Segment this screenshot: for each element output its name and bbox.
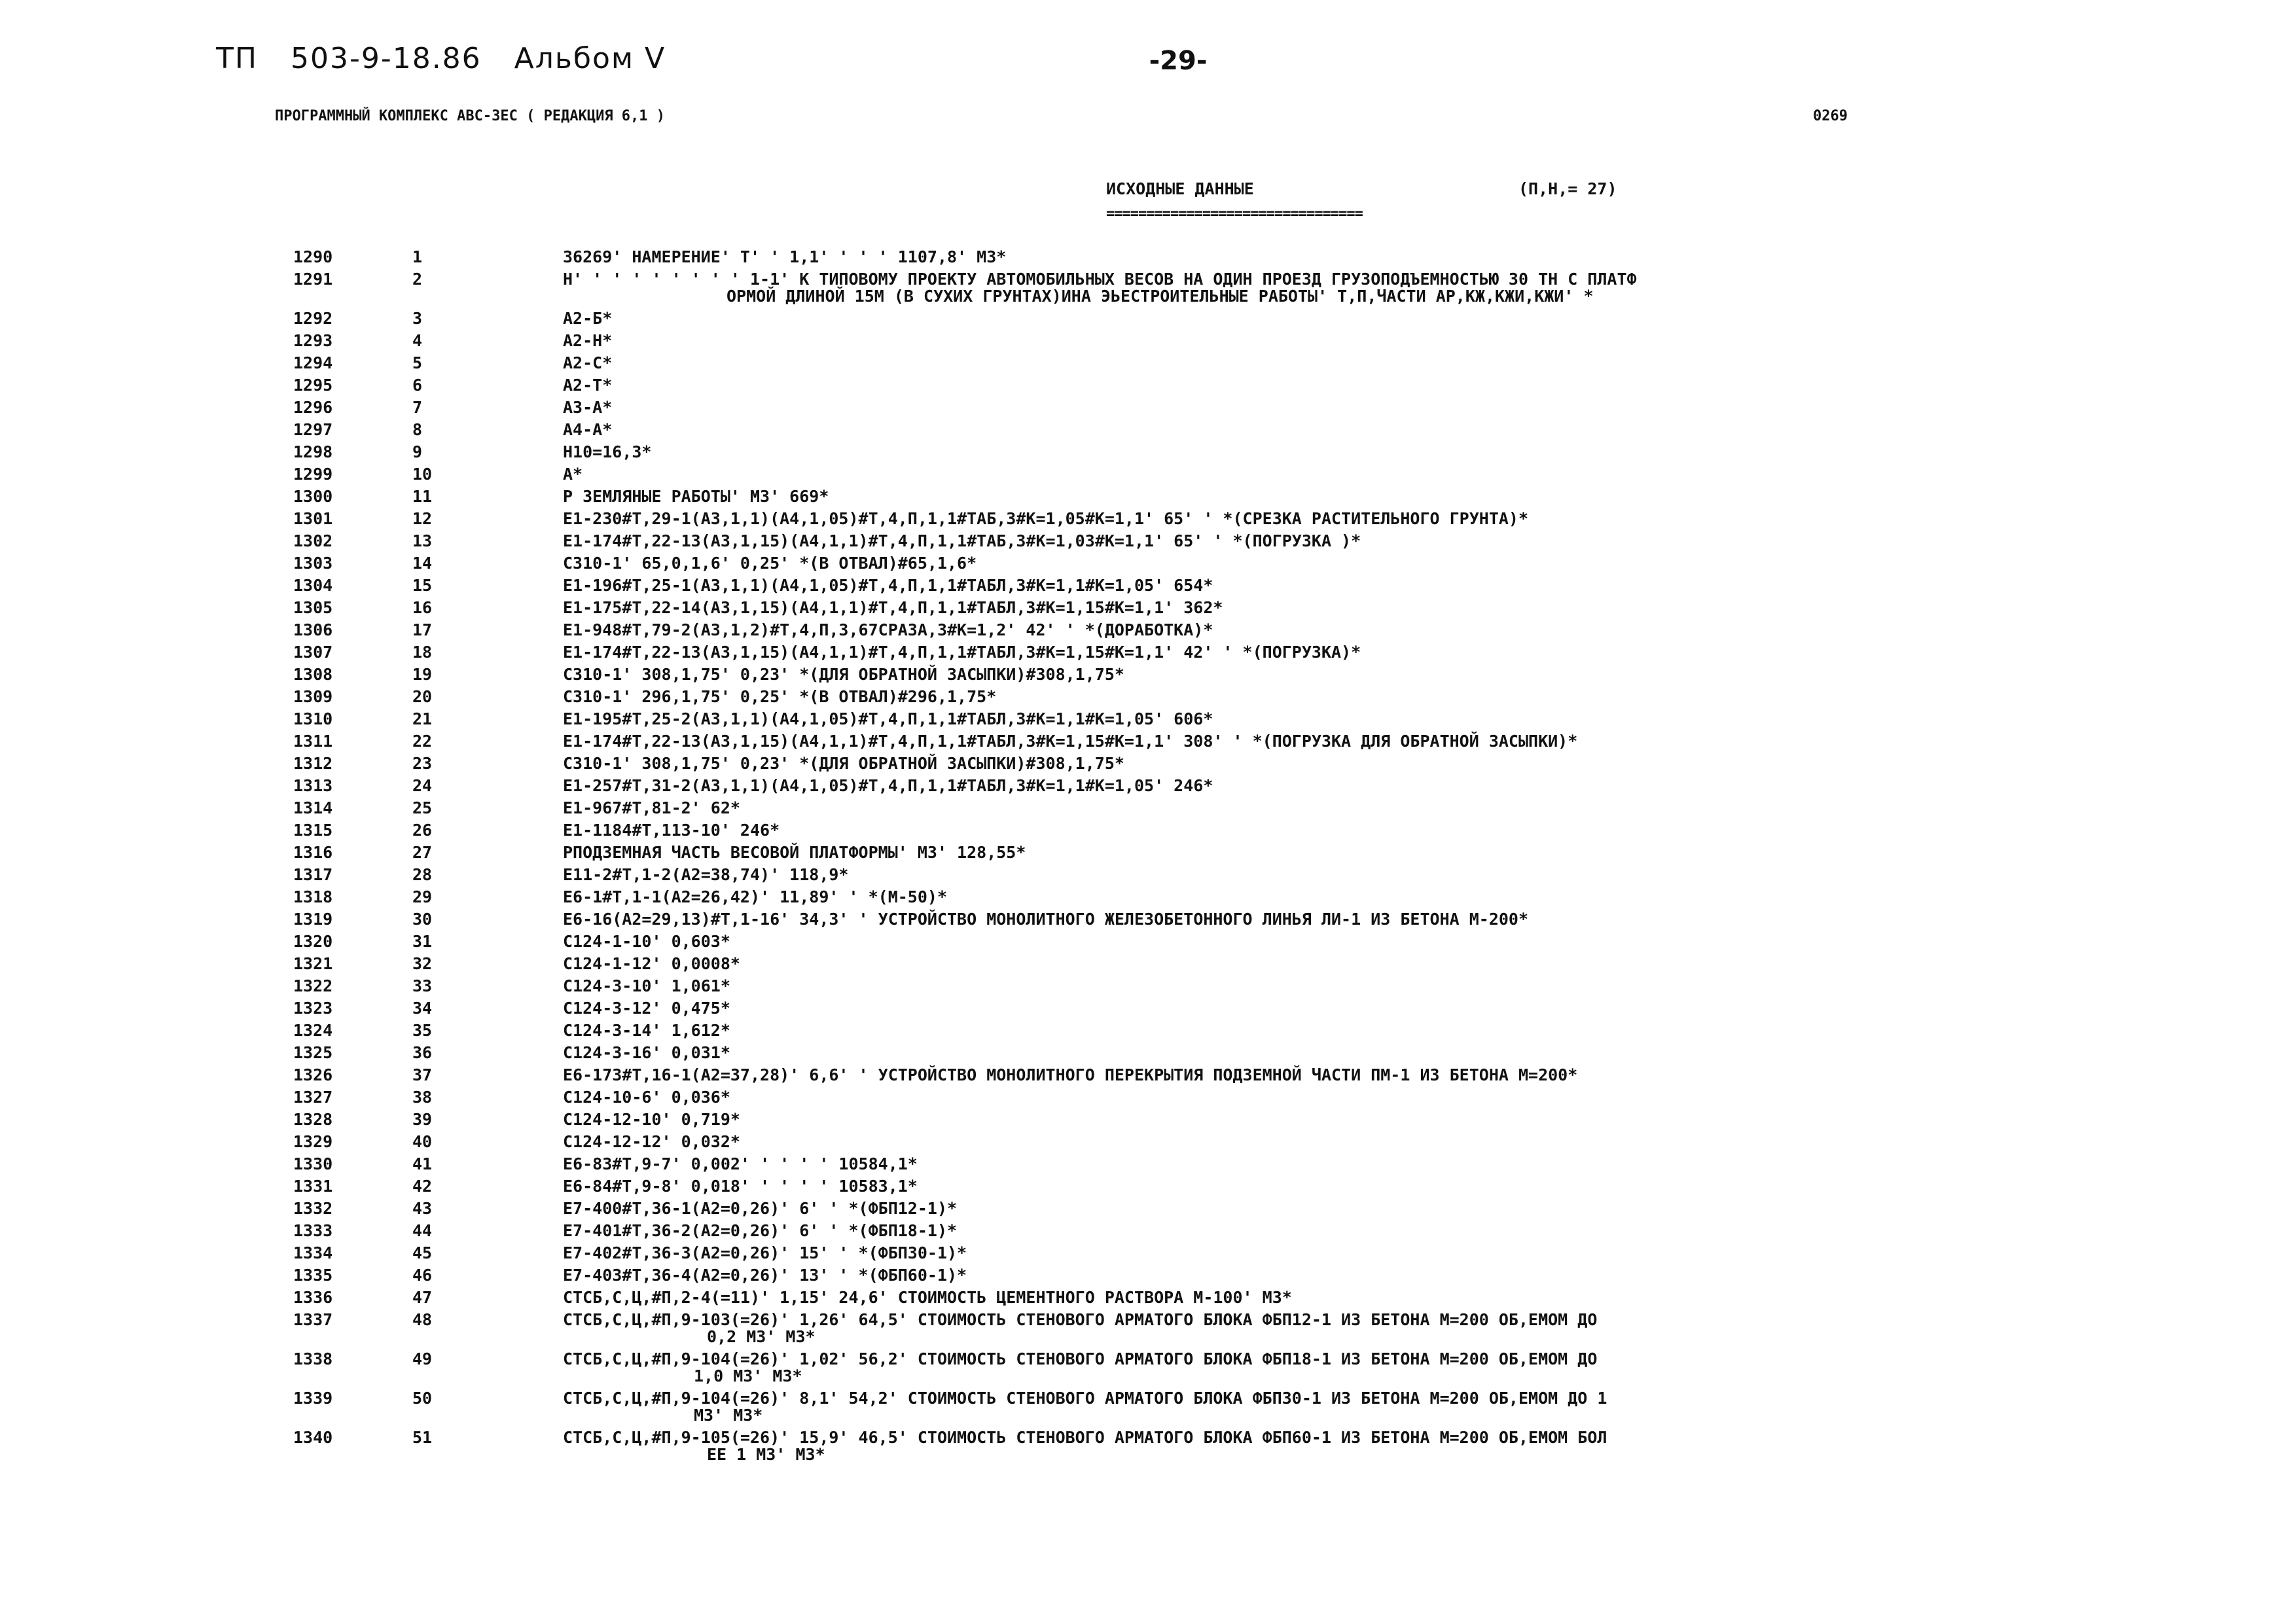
line-number: 1306 — [293, 620, 333, 639]
record-number: 26 — [412, 821, 433, 840]
record-text: С124-12-12' 0,032* — [563, 1132, 740, 1151]
record-text: С124-3-14' 1,612* — [563, 1021, 730, 1040]
record-text: Е1-174#Т,22-13(А3,1,15)(А4,1,1)#Т,4,П,1,1#ТАБЛ,3#К=1,15#К=1,1' 42' ' *(ПОГРУЗКА)* — [563, 643, 1361, 662]
line-number: 1300 — [293, 487, 333, 506]
line-number: 1322 — [293, 976, 333, 995]
record-text: СТСБ,С,Ц,#П,9-105(=26)' 15,9' 46,5' СТОИМОСТЬ СТЕНОВОГО АРМАТОГО БЛОКА ФБП60-1 ИЗ БЕТОНА М=200 ОБ,ЕМОМ БОЛ — [563, 1428, 1607, 1447]
record-text: А2-С* — [563, 353, 613, 372]
record-number: 48 — [412, 1310, 433, 1329]
line-number: 1334 — [293, 1243, 333, 1262]
record-number: 39 — [412, 1110, 433, 1129]
section-underline: ================================ — [1106, 205, 1363, 222]
record-text: Е7-402#Т,36-3(А2=0,26)' 15' ' *(ФБП30-1)* — [563, 1243, 967, 1262]
record-number: 40 — [412, 1132, 433, 1151]
record-number: 14 — [412, 554, 433, 573]
line-number: 1329 — [293, 1132, 333, 1151]
record-text: А2-Б* — [563, 309, 613, 328]
record-number: 38 — [412, 1088, 433, 1107]
record-text: 36269' НАМЕРЕНИЕ' Т' ' 1,1' ' ' ' 1107,8' МЗ* — [563, 247, 1007, 266]
record-number: 25 — [412, 798, 433, 817]
record-number: 51 — [412, 1428, 433, 1447]
record-number: 20 — [412, 687, 433, 706]
line-number: 1310 — [293, 709, 333, 728]
record-text: С124-12-10' 0,719* — [563, 1110, 740, 1129]
record-continuation: МЗ' МЗ* — [694, 1406, 763, 1425]
record-text: СТСБ,С,Ц,#П,9-104(=26)' 1,02' 56,2' СТОИМОСТЬ СТЕНОВОГО АРМАТОГО БЛОКА ФБП18-1 ИЗ БЕТОНА М=200 ОБ,ЕМОМ ДО — [563, 1349, 1598, 1368]
record-number: 27 — [412, 843, 433, 862]
record-number: 6 — [412, 376, 423, 395]
record-text: Н' ' ' ' ' ' ' ' ' 1-1' К ТИПОВОМУ ПРОЕКТУ АВТОМОБИЛЬНЫХ ВЕСОВ НА ОДИН ПРОЕЗД ГРУЗОПОДЪЕМНОСТЬЮ 30 ТН С ПЛАТФ — [563, 270, 1637, 289]
record-number: 49 — [412, 1349, 433, 1368]
record-number: 34 — [412, 999, 433, 1018]
record-text: С124-10-6' 0,036* — [563, 1088, 730, 1107]
page-number: -29- — [1149, 46, 1208, 76]
line-number: 1312 — [293, 754, 333, 773]
album-label: Альбом V — [514, 42, 666, 75]
section-code: (П,Н,= 27) — [1518, 179, 1617, 198]
record-number: 32 — [412, 954, 433, 973]
line-number: 1330 — [293, 1154, 333, 1173]
line-number: 1328 — [293, 1110, 333, 1129]
record-number: 35 — [412, 1021, 433, 1040]
reference-prefix: ТП — [216, 42, 258, 75]
sheet-code: 0269 — [1813, 108, 1848, 124]
record-text: Е1-948#Т,79-2(А3,1,2)#Т,4,П,3,67СРАЗА,3#К=1,2' 42' ' *(ДОРАБОТКА)* — [563, 620, 1213, 639]
record-text: Е1-174#Т,22-13(А3,1,15)(А4,1,1)#Т,4,П,1,1#ТАБ,3#К=1,03#К=1,1' 65' ' *(ПОГРУЗКА )* — [563, 531, 1361, 550]
record-number: 30 — [412, 910, 433, 929]
record-text: А3-А* — [563, 398, 613, 417]
line-number: 1337 — [293, 1310, 333, 1329]
record-text: СТСБ,С,Ц,#П,9-104(=26)' 8,1' 54,2' СТОИМОСТЬ СТЕНОВОГО АРМАТОГО БЛОКА ФБП30-1 ИЗ БЕТОНА М=200 ОБ,ЕМОМ ДО 1 — [563, 1389, 1607, 1408]
line-number: 1304 — [293, 576, 333, 595]
record-text: С310-1' 65,0,1,6' 0,25' *(В ОТВАЛ)#65,1,6* — [563, 554, 977, 573]
line-number: 1321 — [293, 954, 333, 973]
record-text: Е6-84#Т,9-8' 0,018' ' ' ' ' 10583,1* — [563, 1177, 918, 1196]
record-text: С310-1' 308,1,75' 0,23' *(ДЛЯ ОБРАТНОЙ ЗАСЫПКИ)#308,1,75* — [563, 665, 1124, 684]
record-number: 8 — [412, 420, 423, 439]
line-number: 1335 — [293, 1266, 333, 1285]
line-number: 1296 — [293, 398, 333, 417]
record-text: А4-А* — [563, 420, 613, 439]
record-number: 1 — [412, 247, 423, 266]
line-number: 1314 — [293, 798, 333, 817]
record-text: Е6-83#Т,9-7' 0,002' ' ' ' ' 10584,1* — [563, 1154, 918, 1173]
record-text: Е1-967#Т,81-2' 62* — [563, 798, 740, 817]
line-number: 1292 — [293, 309, 333, 328]
record-number: 13 — [412, 531, 433, 550]
record-text: Е1-174#Т,22-13(А3,1,15)(А4,1,1)#Т,4,П,1,1#ТАБЛ,3#К=1,15#К=1,1' 308' ' *(ПОГРУЗКА ДЛЯ ОБРАТНОЙ ЗАСЫПКИ)* — [563, 732, 1578, 751]
line-number: 1291 — [293, 270, 333, 289]
line-number: 1338 — [293, 1349, 333, 1368]
record-text: С310-1' 296,1,75' 0,25' *(В ОТВАЛ)#296,1,75* — [563, 687, 997, 706]
record-number: 2 — [412, 270, 423, 289]
line-number: 1316 — [293, 843, 333, 862]
record-text: С310-1' 308,1,75' 0,23' *(ДЛЯ ОБРАТНОЙ ЗАСЫПКИ)#308,1,75* — [563, 754, 1124, 773]
record-number: 23 — [412, 754, 433, 773]
record-continuation: 1,0 МЗ' МЗ* — [694, 1366, 802, 1385]
record-number: 18 — [412, 643, 433, 662]
line-number: 1299 — [293, 465, 333, 484]
line-number: 1315 — [293, 821, 333, 840]
line-number: 1319 — [293, 910, 333, 929]
record-number: 17 — [412, 620, 433, 639]
record-number: 11 — [412, 487, 433, 506]
record-number: 31 — [412, 932, 433, 951]
record-number: 33 — [412, 976, 433, 995]
record-text: РПОДЗЕМНАЯ ЧАСТЬ ВЕСОВОЙ ПЛАТФОРМЫ' МЗ' 128,55* — [563, 843, 1026, 862]
record-text: Е11-2#Т,1-2(А2=38,74)' 118,9* — [563, 865, 849, 884]
program-line: ПРОГРАММНЫЙ КОМПЛЕКС АВС-ЗЕС ( РЕДАКЦИЯ 6,1 ) — [275, 108, 666, 124]
line-number: 1333 — [293, 1221, 333, 1240]
record-continuation: ЕЕ 1 МЗ' МЗ* — [707, 1445, 825, 1464]
record-text: Е6-173#Т,16-1(А2=37,28)' 6,6' ' УСТРОЙСТВО МОНОЛИТНОГО ПЕРЕКРЫТИЯ ПОДЗЕМНОЙ ЧАСТИ ПМ-1 ИЗ БЕТОНА М=200* — [563, 1065, 1578, 1084]
record-number: 41 — [412, 1154, 433, 1173]
line-number: 1293 — [293, 331, 333, 350]
document-reference — [216, 42, 688, 75]
line-number: 1313 — [293, 776, 333, 795]
record-number: 28 — [412, 865, 433, 884]
record-text: Е1-175#Т,22-14(А3,1,15)(А4,1,1)#Т,4,П,1,1#ТАБЛ,3#К=1,15#К=1,1' 362* — [563, 598, 1223, 617]
record-text: СТСБ,С,Ц,#П,9-103(=26)' 1,26' 64,5' СТОИМОСТЬ СТЕНОВОГО АРМАТОГО БЛОКА ФБП12-1 ИЗ БЕТОНА М=200 ОБ,ЕМОМ ДО — [563, 1310, 1598, 1329]
record-text: А* — [563, 465, 583, 484]
record-number: 50 — [412, 1389, 433, 1408]
line-number: 1324 — [293, 1021, 333, 1040]
record-number: 16 — [412, 598, 433, 617]
record-number: 19 — [412, 665, 433, 684]
line-number: 1298 — [293, 442, 333, 461]
record-number: 7 — [412, 398, 423, 417]
record-continuation: 0,2 МЗ' МЗ* — [707, 1327, 816, 1346]
record-text: Е7-400#Т,36-1(А2=0,26)' 6' ' *(ФБП12-1)* — [563, 1199, 958, 1218]
line-number: 1339 — [293, 1389, 333, 1408]
record-text: С124-1-10' 0,603* — [563, 932, 730, 951]
line-number: 1325 — [293, 1043, 333, 1062]
record-text: С124-3-10' 1,061* — [563, 976, 730, 995]
record-number: 37 — [412, 1065, 433, 1084]
record-number: 36 — [412, 1043, 433, 1062]
record-text: СТСБ,С,Ц,#П,2-4(=11)' 1,15' 24,6' СТОИМОСТЬ ЦЕМЕНТНОГО РАСТВОРА М-100' МЗ* — [563, 1288, 1292, 1307]
line-number: 1311 — [293, 732, 333, 751]
record-number: 3 — [412, 309, 423, 328]
section-title: ИСХОДНЫЕ ДАННЫЕ — [1106, 179, 1254, 198]
record-text: Е1-195#Т,25-2(А3,1,1)(А4,1,05)#Т,4,П,1,1#ТАБЛ,3#К=1,1#К=1,05' 606* — [563, 709, 1213, 728]
record-number: 4 — [412, 331, 423, 350]
record-text: С124-1-12' 0,0008* — [563, 954, 740, 973]
line-number: 1309 — [293, 687, 333, 706]
line-number: 1326 — [293, 1065, 333, 1084]
record-number: 15 — [412, 576, 433, 595]
record-number: 9 — [412, 442, 423, 461]
record-text: Е7-403#Т,36-4(А2=0,26)' 13' ' *(ФБП60-1)* — [563, 1266, 967, 1285]
record-number: 21 — [412, 709, 433, 728]
record-continuation: ОРМОЙ ДЛИНОЙ 15М (В СУХИХ ГРУНТАХ)ИНА ЭЬЕСТРОИТЕЛЬНЫЕ РАБОТЫ' Т,П,ЧАСТИ АР,КЖ,КЖИ,КЖИ' * — [726, 287, 1594, 306]
line-number: 1295 — [293, 376, 333, 395]
line-number: 1320 — [293, 932, 333, 951]
line-number: 1318 — [293, 887, 333, 906]
line-number: 1336 — [293, 1288, 333, 1307]
record-text: Е6-1#Т,1-1(А2=26,42)' 11,89' ' *(М-50)* — [563, 887, 947, 906]
line-number: 1303 — [293, 554, 333, 573]
record-text: Н10=16,3* — [563, 442, 652, 461]
record-number: 42 — [412, 1177, 433, 1196]
record-text: Е6-16(А2=29,13)#Т,1-16' 34,3' ' УСТРОЙСТВО МОНОЛИТНОГО ЖЕЛЕЗОБЕТОННОГО ЛИНЬЯ ЛИ-1 ИЗ БЕТОНА М-200* — [563, 910, 1529, 929]
record-number: 12 — [412, 509, 433, 528]
record-text: Е1-196#Т,25-1(А3,1,1)(А4,1,05)#Т,4,П,1,1#ТАБЛ,3#К=1,1#К=1,05' 654* — [563, 576, 1213, 595]
record-number: 24 — [412, 776, 433, 795]
line-number: 1301 — [293, 509, 333, 528]
record-text: Е1-1184#Т,113-10' 246* — [563, 821, 780, 840]
line-number: 1317 — [293, 865, 333, 884]
record-number: 47 — [412, 1288, 433, 1307]
record-number: 29 — [412, 887, 433, 906]
line-number: 1323 — [293, 999, 333, 1018]
record-number: 44 — [412, 1221, 433, 1240]
line-number: 1307 — [293, 643, 333, 662]
record-text: Р ЗЕМЛЯНЫЕ РАБОТЫ' МЗ' 669* — [563, 487, 829, 506]
record-text: А2-Н* — [563, 331, 613, 350]
record-number: 43 — [412, 1199, 433, 1218]
record-text: Е7-401#Т,36-2(А2=0,26)' 6' ' *(ФБП18-1)* — [563, 1221, 958, 1240]
line-number: 1290 — [293, 247, 333, 266]
record-number: 10 — [412, 465, 433, 484]
line-number: 1340 — [293, 1428, 333, 1447]
line-number: 1294 — [293, 353, 333, 372]
line-number: 1331 — [293, 1177, 333, 1196]
line-number: 1297 — [293, 420, 333, 439]
record-number: 46 — [412, 1266, 433, 1285]
record-text: С124-3-12' 0,475* — [563, 999, 730, 1018]
record-text: А2-Т* — [563, 376, 613, 395]
line-number: 1302 — [293, 531, 333, 550]
reference-number: 503-9-18.86 — [290, 42, 482, 75]
record-number: 45 — [412, 1243, 433, 1262]
record-text: С124-3-16' 0,031* — [563, 1043, 730, 1062]
record-number: 22 — [412, 732, 433, 751]
line-number: 1332 — [293, 1199, 333, 1218]
line-number: 1327 — [293, 1088, 333, 1107]
line-number: 1305 — [293, 598, 333, 617]
record-text: Е1-230#Т,29-1(А3,1,1)(А4,1,05)#Т,4,П,1,1#ТАБ,3#К=1,05#К=1,1' 65' ' *(СРЕЗКА РАСТИТЕЛЬНОГО ГРУНТА)* — [563, 509, 1529, 528]
record-number: 5 — [412, 353, 423, 372]
record-text: Е1-257#Т,31-2(А3,1,1)(А4,1,05)#Т,4,П,1,1#ТАБЛ,3#К=1,1#К=1,05' 246* — [563, 776, 1213, 795]
line-number: 1308 — [293, 665, 333, 684]
